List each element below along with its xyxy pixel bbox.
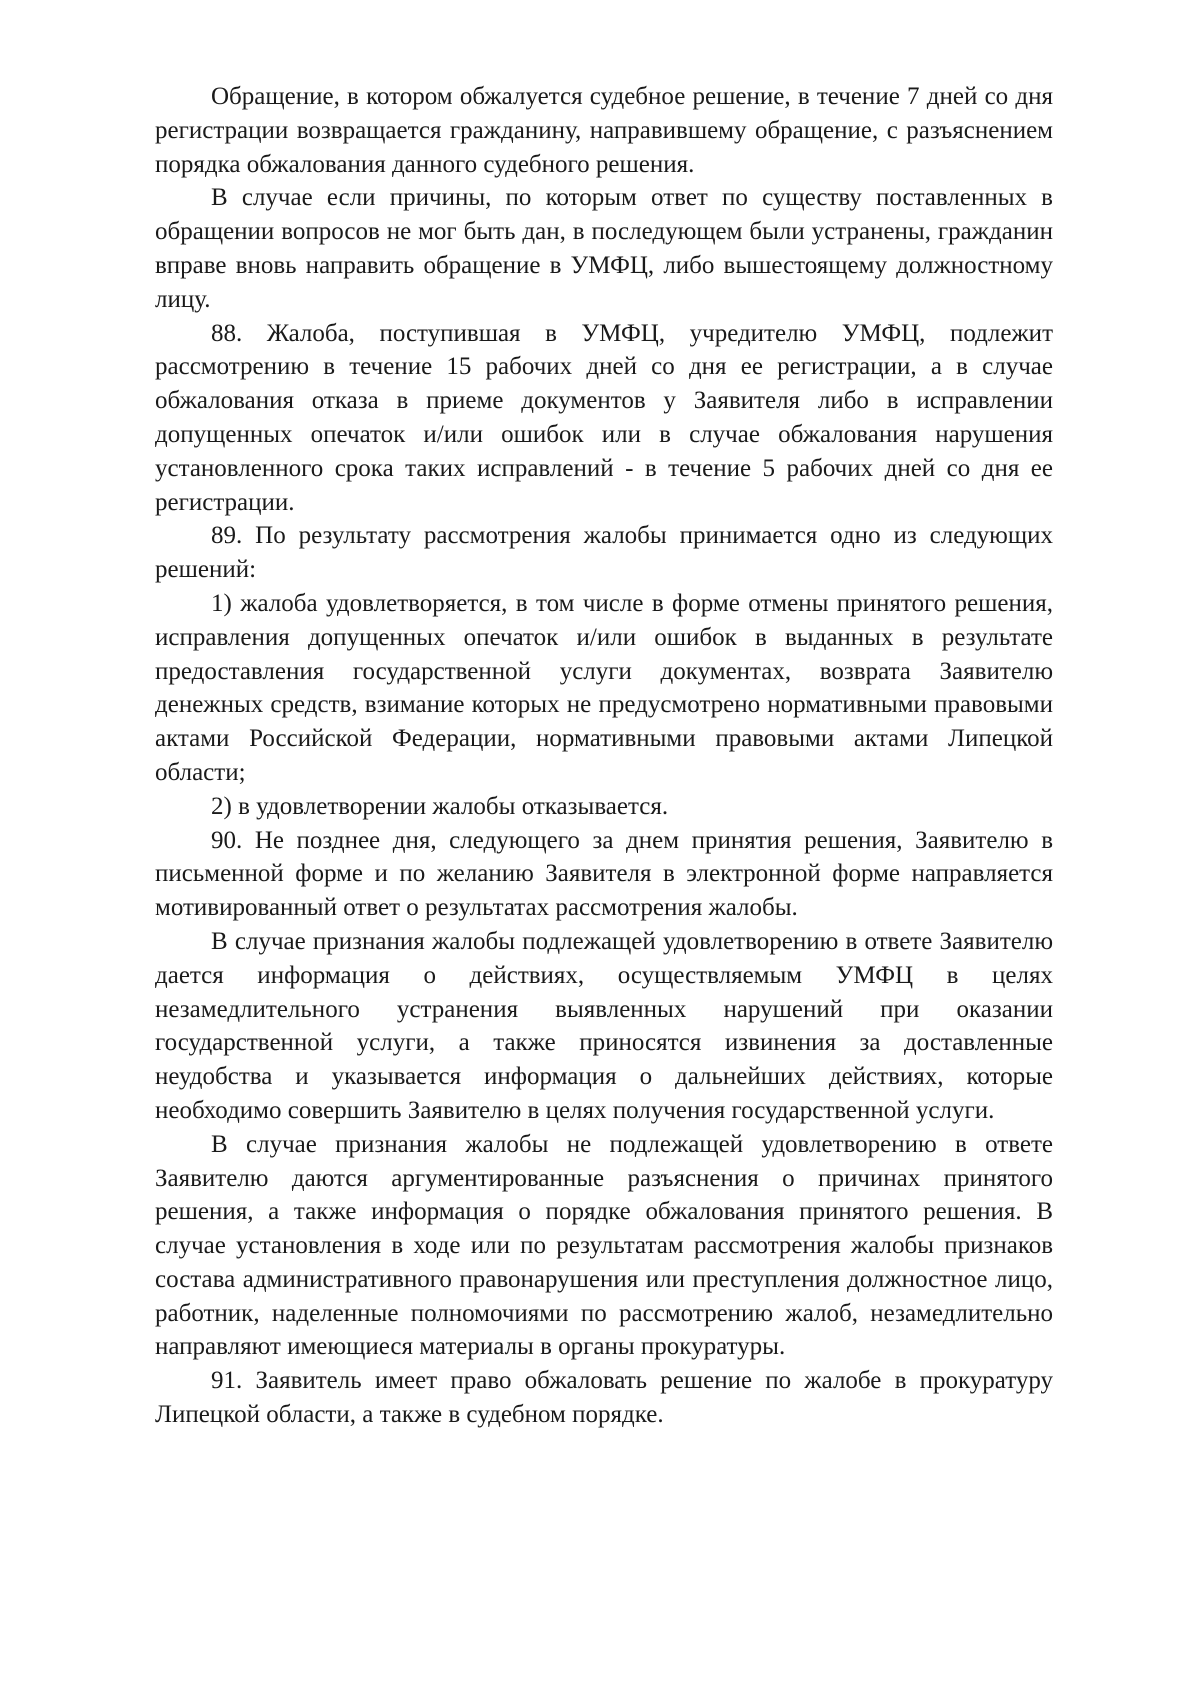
paragraph-89-item-1: 1) жалоба удовлетворяется, в том числе в форме отмены принятого решения, исправления допущенных опечаток и/или ошибок в выданных в результате предоставления государственной услуги документах, возврата Заявителю денежных средств, взимание которых не предусмотрено нормативными правовыми актами Российской Федерации, нормативными правовыми актами Липецкой области; [155,589,1053,786]
document-page [155,80,1053,1432]
paragraph-resubmit-appeal: В случае если причины, по которым ответ по существу поставленных в обращении вопросов не мог быть дан, в последующем были устранены, гражданин вправе вновь направить обращение в УМФЦ, либо вышестоящему должностному лицу. [155,184,1053,313]
paragraph-89: 89. По результату рассмотрения жалобы принимается одно из следующих решений: [155,522,1053,584]
paragraph-89-item-2: 2) в удовлетворении жалобы отказывается. [211,792,669,820]
paragraph-complaint-satisfied: В случае признания жалобы подлежащей удовлетворению в ответе Заявителю дается информация о действиях, осуществляемым УМФЦ в целях незамедлительного устранения выявленных нарушений при оказании государственной услуги, а также приносятся извинения за доставленные неудобства и указывается информация о дальнейших действиях, которые необходимо совершить Заявителю в целях получения государственной услуги. [155,927,1053,1124]
paragraph-90: 90. Не позднее дня, следующего за днем принятия решения, Заявителю в письменной форме и по желанию Заявителя в электронной форме направляется мотивированный ответ о результатах рассмотрения жалобы. [155,826,1053,922]
paragraph-88: 88. Жалоба, поступившая в УМФЦ, учредителю УМФЦ, подлежит рассмотрению в течение 15 рабочих дней со дня ее регистрации, а в случае обжалования отказа в приеме документов у Заявителя либо в исправлении допущенных опечаток и/или ошибок или в случае обжалования нарушения установленного срока таких исправлений - в течение 5 рабочих дней со дня ее регистрации. [155,319,1053,516]
paragraph-91: 91. Заявитель имеет право обжаловать решение по жалобе в прокуратуру Липецкой области, а также в судебном порядке. [155,1367,1053,1429]
paragraph-appeal-court-decision: Обращение, в котором обжалуется судебное решение, в течение 7 дней со дня регистрации возвращается гражданину, направившему обращение, с разъяснением порядка обжалования данного судебного решения. [155,83,1053,178]
paragraph-complaint-rejected: В случае признания жалобы не подлежащей удовлетворению в ответе Заявителю даются аргументированные разъяснения о причинах принятого решения, а также информация о порядке обжалования принятого решения. В случае установления в ходе или по результатам рассмотрения жалобы признаков состава административного правонарушения или преступления должностное лицо, работник, наделенные полномочиями по рассмотрению жалоб, незамедлительно направляют имеющиеся материалы в органы прокуратуры. [155,1130,1053,1361]
